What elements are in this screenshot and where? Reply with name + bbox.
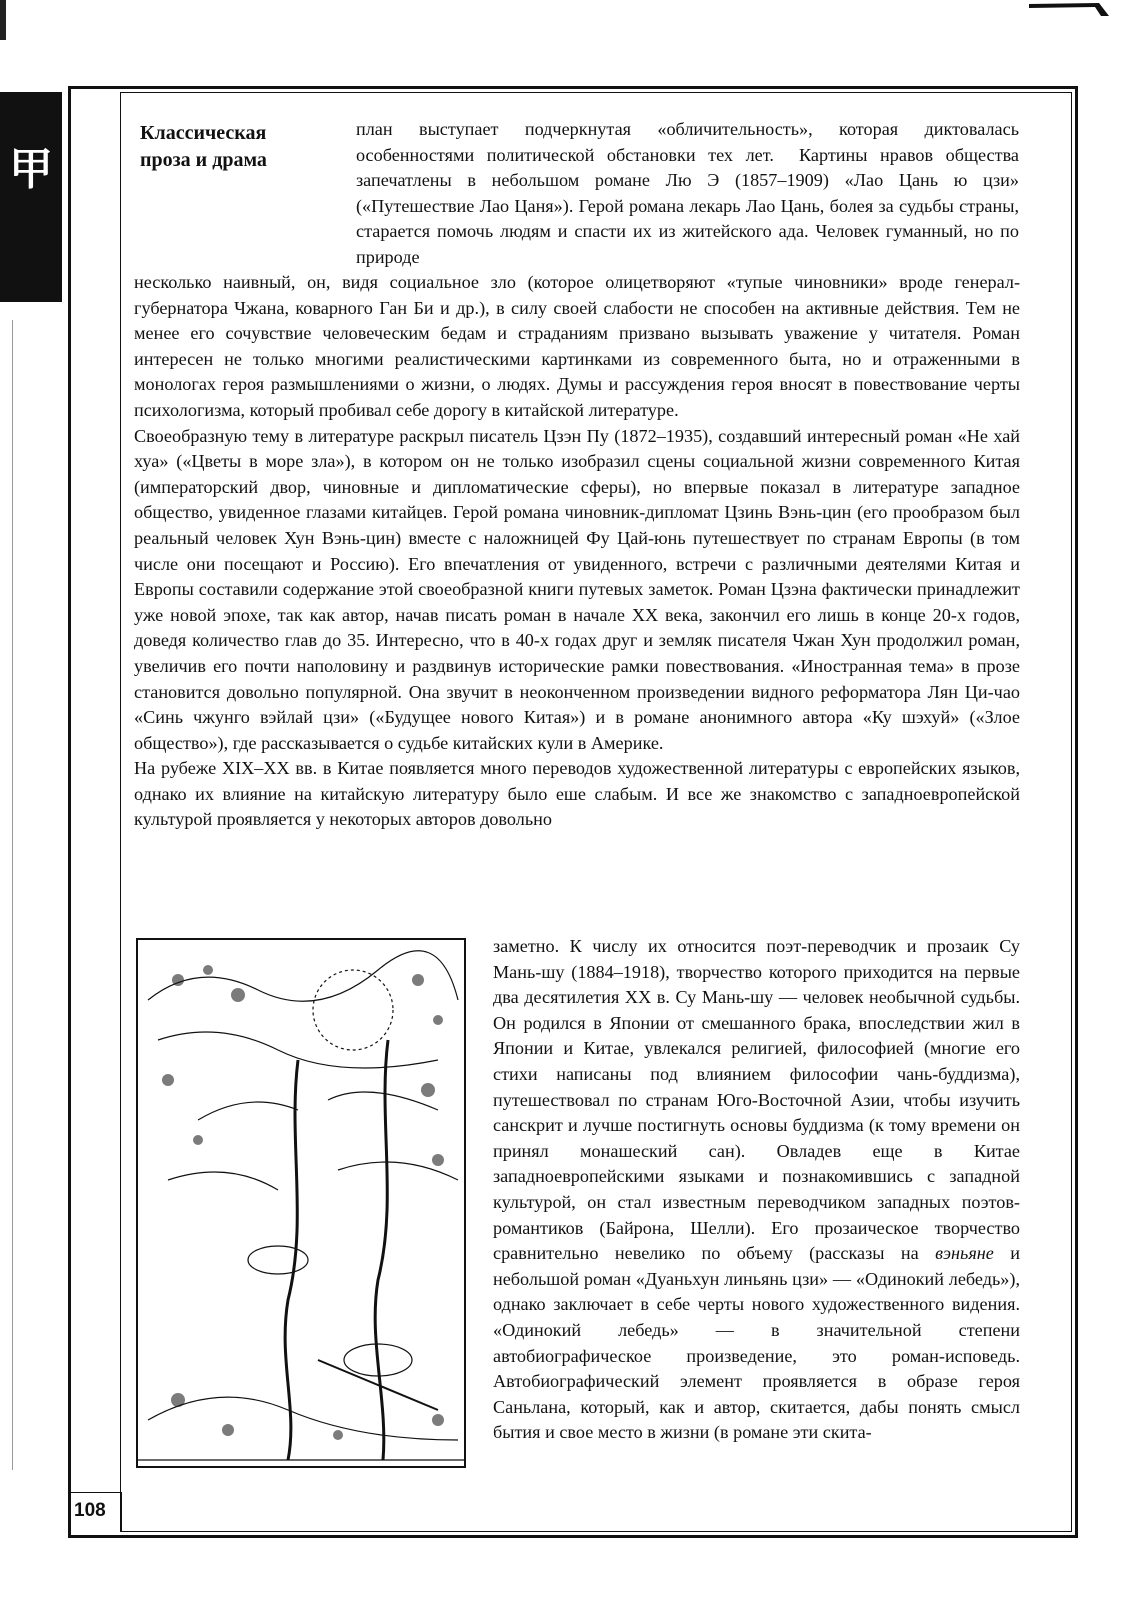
- illustration: [136, 938, 466, 1468]
- paragraph-segment: заметно. К числу их относится поэт-переводчик и прозаик Су Мань-шу (1884–1918), творчество которого приходится на первые два десятилетия XX в. Су Мань-шу — человек необычной судьбы. Он родился в Японии от смешанного брака, впоследствии жил в Японии и Китае, увлекался религией, философией (многие его стихи написаны под влиянием философии чань-буддизма), путешествовал по странам Юго-Восточной Азии, чтобы изучить санскрит и лучше постигнуть основы буддизма (к тому времени он принял монашеский сан). Овладев еще в Китае западноевропейскими языками и познакомившись с западной культурой, он стал известным переводчиком западных поэтов-романтиков (Байрона, Шелли). Его прозаическое творчество сравнительно невелико по объему (рассказы на: [493, 936, 1020, 1264]
- text-block-top: [356, 117, 1019, 271]
- paragraph: [493, 934, 1020, 1446]
- paragraph: На рубеже XIX–XX вв. в Китае появляется много переводов художественной литературы с европейских языков, однако их влияние на китайскую литературу было еше слабым. И все же знакомство с западноевропейской культурой проявляется у некоторых авторов довольно: [134, 758, 1020, 830]
- paragraph: план выступает подчеркнутая «обличительность», которая диктовалась особенностями политической обстановки тех лет. Картины нравов общества запечатлены в небольшом романе Лю Э (1857–1909) «Лао Цань ю цзи» («Путешествие Лао Цаня»). Герой романа лекарь Лао Цань, болея за судьбы страны, старается помочь людям и спасти их из житейского ада. Человек гуманный, но по природе: [356, 119, 1019, 267]
- page-number: 108: [74, 1500, 106, 1521]
- scan-edge-line: [12, 320, 13, 1470]
- section-heading: Классическая проза и драма: [140, 122, 267, 171]
- paragraph-segment: и небольшой роман «Дуаньхун линьянь цзи» — «Одинокий лебедь»), однако заключает в себе черты нового художественного видения. «Одинокий лебедь» — в значительной степени автобиографическое произведение, это роман-исповедь. Автобиографический элемент проявляется в образе героя Саньлана, который, как и автор, скитается, дабы понять смысл бытия и свое место в жизни (в романе эти скита-: [493, 1243, 1021, 1443]
- paragraph: Своеобразную тему в литературе раскрыл писатель Цзэн Пу (1872–1935), создавший интересный роман «Не хай хуа» («Цветы в море зла»), в котором он не только изобразил сцены социальной жизни современного Китая (императорский двор, чиновные и дипломатические сферы), но впервые показал в литературе западное общество, увиденное глазами китайцев. Герой романа чиновник-дипломат Цзинь Вэнь-цин (его прообразом был реальный человек Хун Вэнь-цин) вместе с наложницей Фу Цай-юнь путешествует по странам Европы (в том числе они посещают и Россию). Его впечатления от увиденного, встречи с различными деятелями Китая и Европы составили содержание этой своеобразной книги путевых заметок. Роман Цзэна фактически принадлежит уже новой эпохе, так как автор, начав писать роман в начале XX века, закончил его лишь в конце 20-х годов, доведя количество глав до 35. Интересно, что в 40-х годах друг и земляк писателя Чжан Хун продолжил роман, увеличив его почти наполовину и раздвинув исторические рамки повествования. «Иностранная тема» в прозе становится довольно популярной. Она звучит в неоконченном произведении видного реформатора Лян Ци-чао «Синь чжунго вэйлай цзи» («Будущее нового Китая») и в романе анонимного автора «Ку шэхуй» («Злое общество»), где рассказывается о судьбе китайских кули в Америке.: [134, 425, 1020, 753]
- italic-term: вэньяне: [935, 1243, 994, 1264]
- chapter-glyph: 甲: [9, 144, 53, 195]
- brush-stroke-decoration: [1029, 0, 1109, 16]
- chapter-tab: [0, 92, 62, 302]
- crop-mark: [0, 0, 6, 40]
- paragraph: несколько наивный, он, видя социальное зло (которое олицетворяют «тупые чиновники» вроде генерал-губернатора Чжана, коварного Ган Би и др.), в силу своей слабости не способен на активные действия. Тем не менее его сочувствие человеческим бедам и страданиям призвано вызывать уважение у читателя. Роман интересен не только многими реалистическими картинками из современного быта, но и отраженными в монологах героя размышлениями о жизни, о людях. Думы и рассуждения героя вносят в повествование черты психологизма, который пробивал себе дорогу в китайской литературе.: [134, 272, 1020, 420]
- text-block-right-column: [493, 934, 1020, 1446]
- text-block-main: [134, 270, 1020, 833]
- woodcut-illustration-image: [138, 940, 464, 1466]
